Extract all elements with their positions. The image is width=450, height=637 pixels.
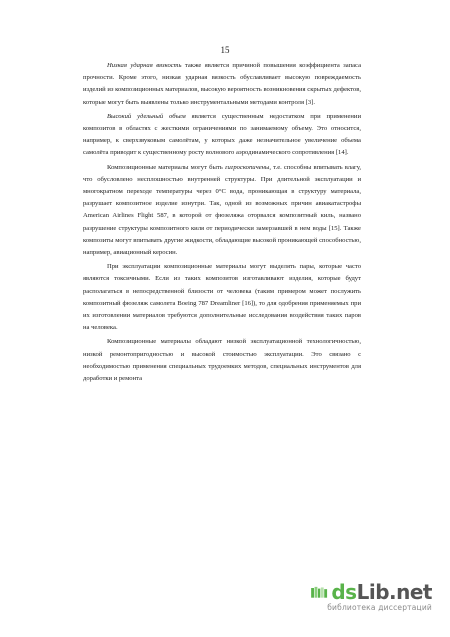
body-text [83,60,361,385]
paragraph-hygroscopic [83,162,361,260]
watermark-tagline: библиотека диссертаций [327,603,432,612]
dslib-watermark [310,581,432,623]
term-specific-volume: Высокий удельный объем [107,112,186,120]
paragraph-text: Композиционные материалы обладают низкой эксплуатационной технологичностью, низкой ремонтопригодностью и высокой стоимостью эксплуатации. Это связано с необходимостью применения специальных трудоемких методов, специальных инструментов для доработки и ремонта [83,338,361,383]
paragraph-text: также является причиной повышения коэффициента запаса прочности. Кроме этого, низкая ударная вязкость обуславливает высокую повреждаемость изделий из композиционных материалов, высокую вероятность возникновения скрытых дефектов, которые могут быть выявлены только инструментальными методами контроля [3]. [83,62,361,106]
paragraph-text: При эксплуатации композиционные материалы могут выделять пары, которые часто являются токсичными. Если из таких композитов изготавливают изделия, которые будут располагаться в непосредственной близости от человека (таким примером может послужить композитный фюзеляж самолета Boeing 787 Dreamliner [16]), то для одобрения применяемых при их изготовлении материалов требуются дополнительные исследования воздействия таких паров на человека. [83,263,361,332]
term-hygroscopic: гигроскопичены [224,163,270,171]
term-impact-toughness: Низкая ударная вязкость [107,62,182,69]
books-icon [310,581,329,603]
watermark-brand: dsLib.net [331,580,432,604]
paragraph-impact-toughness [83,60,361,109]
paragraph-specific-volume [83,111,361,160]
page-number: 15 [220,45,230,55]
paragraph-toxic-vapors [83,261,361,334]
paragraph-lead: Композиционные материалы могут быть [107,163,225,171]
watermark-logo [310,581,432,603]
paragraph-maintainability [83,336,361,385]
paragraph-text: является существенным недостатком при применении композитов в областях с жесткими ограничениями по занимаемому объему. Это относится, например, к сверхзвуковым самолётам, у которых даже незначительное увеличение объема самолёта приводит к существенному росту волнового аэродинамического сопротивления [14]. [83,112,361,157]
paragraph-text: , т.е. способны впитывать влагу, что обусловлено несплошностью внутренней структуры. При длительной эксплуатации и многократном переходе температуры через 0°С вода, проникающая в структуру материала, разрушает композитное изделие изнутри. Так, одной из возможных причин авиакатастрофы American Airlines Flight 587, в которой от фюзеляжа оторвался композитный киль, названо разрушение структуры композитного киля от периодически замерзавшей в нем воды [15]. Также композиты могут впитывать другие жидкости, обладающие высокой проникающей способностью, например, авиационный керосин. [83,163,361,257]
